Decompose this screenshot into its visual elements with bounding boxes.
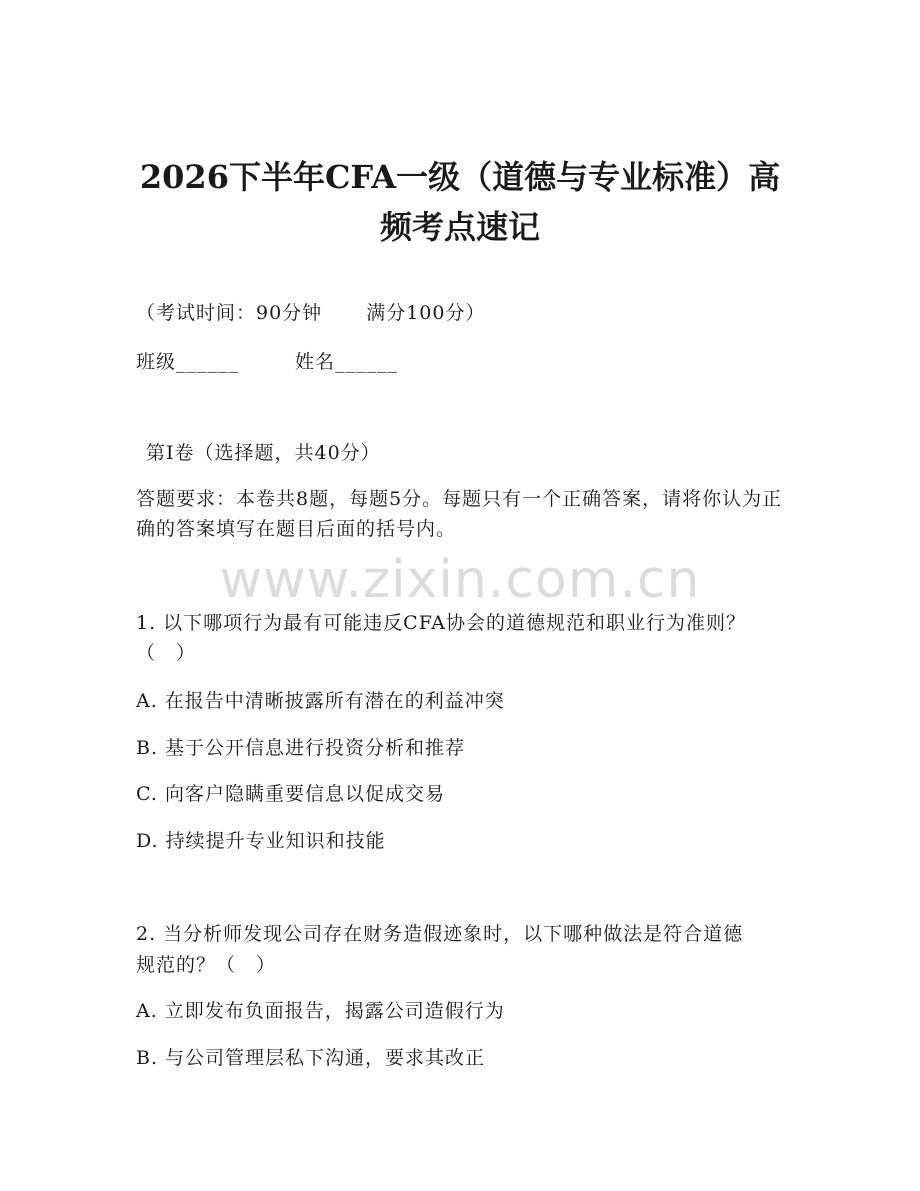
name-field[interactable]: 姓名______ [295,351,399,373]
section-heading: 第I卷（选择题，共40分） [146,442,381,464]
question-2-option-a[interactable]: A. 立即发布负面报告，揭露公司造假行为 [136,1000,505,1022]
answer-instructions: 答题要求：本卷共8题，每题5分。每题只有一个正确答案，请将你认为正确的答案填写在题目后面的括号内。 [136,488,783,540]
question-1-option-b[interactable]: B. 基于公开信息进行投资分析和推荐 [136,737,466,759]
title-line-2: 频考点速记 [379,208,540,246]
question-1-stem-line-1: 1. 以下哪项行为最有可能违反CFA协会的道德规范和职业行为准则？ [136,612,746,634]
document-title [120,152,800,252]
question-2-stem-line-2: 规范的？（ ） [136,954,277,976]
student-info-line [136,347,398,377]
question-2-stem-line-1: 2. 当分析师发现公司存在财务造假迹象时，以下哪种做法是符合道德 [136,923,744,945]
class-field[interactable]: 班级______ [136,351,240,373]
exam-info-line [136,298,485,328]
exam-time: （考试时间：90分钟 [136,302,323,324]
watermark: www.zixin.com.cn [219,550,701,610]
question-2-option-b[interactable]: B. 与公司管理层私下沟通，要求其改正 [136,1047,486,1069]
question-1-stem-line-2: （ ） [136,642,197,664]
exam-full-score: 满分100分） [366,302,486,324]
question-1-option-c[interactable]: C. 向客户隐瞒重要信息以促成交易 [136,783,445,805]
question-1-option-d[interactable]: D. 持续提升专业知识和技能 [136,830,386,852]
title-line-1: 2026下半年CFA一级（道德与专业标准）高 [139,158,781,196]
question-1-option-a[interactable]: A. 在报告中清晰披露所有潜在的利益冲突 [136,690,505,712]
